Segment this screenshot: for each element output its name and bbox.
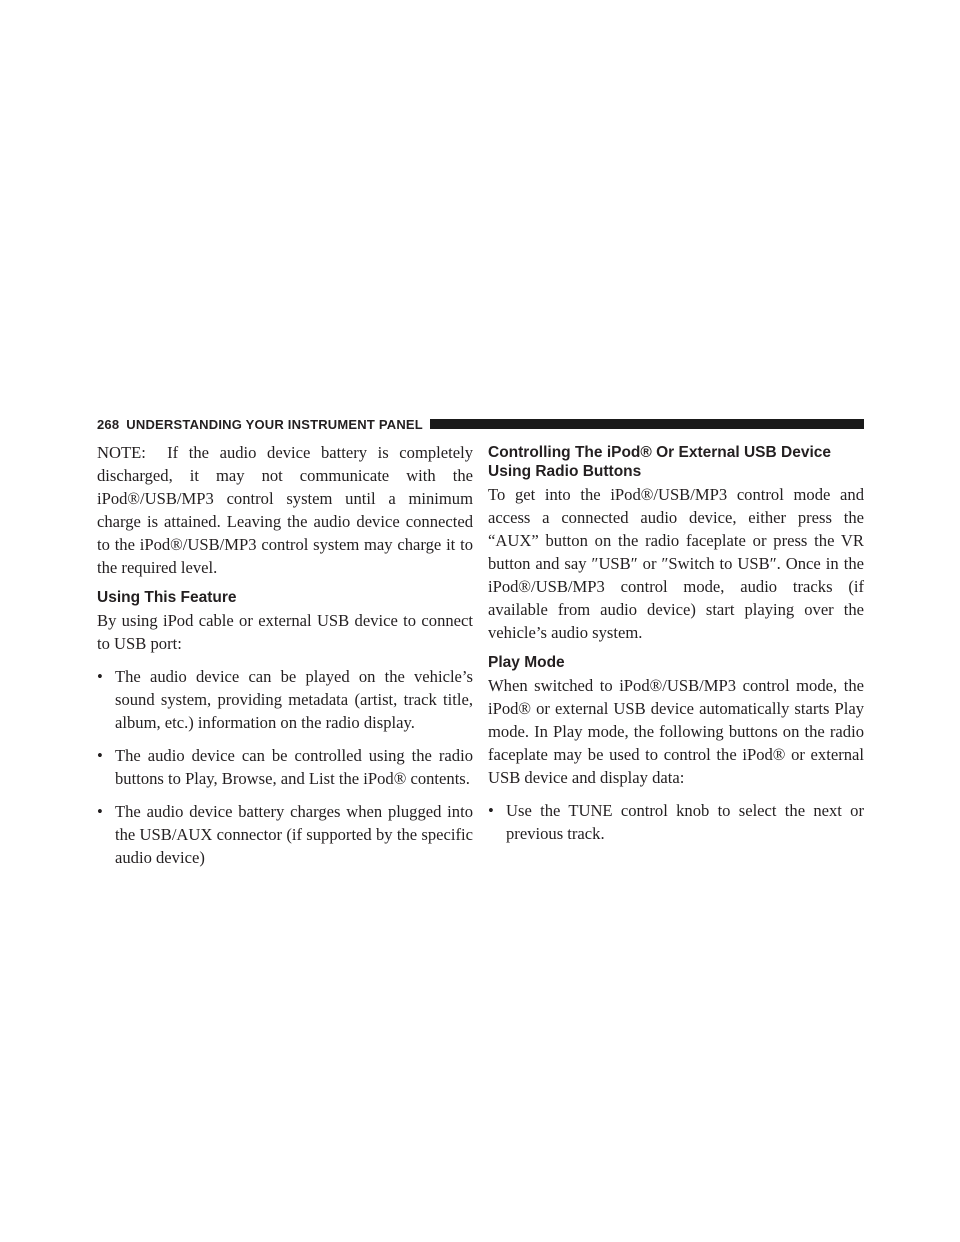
note-paragraph <box>97 441 473 579</box>
list-item-text: The audio device can be played on the vehicle’s sound system, providing metadata (artist, track title, album, etc.) information on the radio display. <box>115 667 473 732</box>
list-item <box>97 665 473 734</box>
page-header <box>97 414 864 434</box>
list-item-text: The audio device battery charges when plugged into the USB/AUX connector (if supported by the specific audio device) <box>115 802 473 867</box>
note-text: If the audio device battery is completely discharged, it may not communicate with the iPod®/USB/MP3 control system until a minimum charge is attained. Leaving the audio device connected to the iPod®/USB/MP3 control system may charge it to the required level. <box>97 443 473 577</box>
heading-using-this-feature: Using This Feature <box>97 589 237 606</box>
intro-paragraph: By using iPod cable or external USB device to connect to USB port: <box>97 611 473 653</box>
list-item-text: Use the TUNE control knob to select the next or previous track. <box>506 801 864 843</box>
heading-play-mode: Play Mode <box>488 654 565 671</box>
bullet-icon: • <box>97 802 103 821</box>
header-rule <box>430 419 864 429</box>
list-item <box>488 799 864 845</box>
heading-controlling-ipod: Controlling The iPod® Or External USB Device Using Radio Buttons <box>488 444 832 480</box>
list-item <box>97 744 473 790</box>
left-column <box>97 441 473 869</box>
play-mode-paragraph: When switched to iPod®/USB/MP3 control mode, the iPod® or external USB device automatically starts Play mode. In Play mode, the following buttons on the radio faceplate may be used to control the iPod® or external USB device and display data: <box>488 676 864 787</box>
play-mode-list <box>488 799 864 845</box>
bullet-icon: • <box>97 667 103 686</box>
list-item <box>97 800 473 869</box>
list-item-text: The audio device can be controlled using the radio buttons to Play, Browse, and List the iPod® contents. <box>115 746 473 788</box>
section-title: UNDERSTANDING YOUR INSTRUMENT PANEL <box>126 416 423 432</box>
control-mode-paragraph: To get into the iPod®/USB/MP3 control mode and access a connected audio device, either press the “AUX” button on the radio faceplate or press the VR button and say ″USB″ or ″Switch to USB″. Once in the iPod®/USB/MP3 control mode, audio tracks (if available from audio device) start playing over the vehicle’s audio system. <box>488 485 864 642</box>
right-column <box>488 441 864 845</box>
page-number: 268 <box>97 416 120 432</box>
note-label: NOTE: <box>97 443 146 462</box>
bullet-icon: • <box>488 801 494 820</box>
feature-list <box>97 665 473 869</box>
bullet-icon: • <box>97 746 103 765</box>
